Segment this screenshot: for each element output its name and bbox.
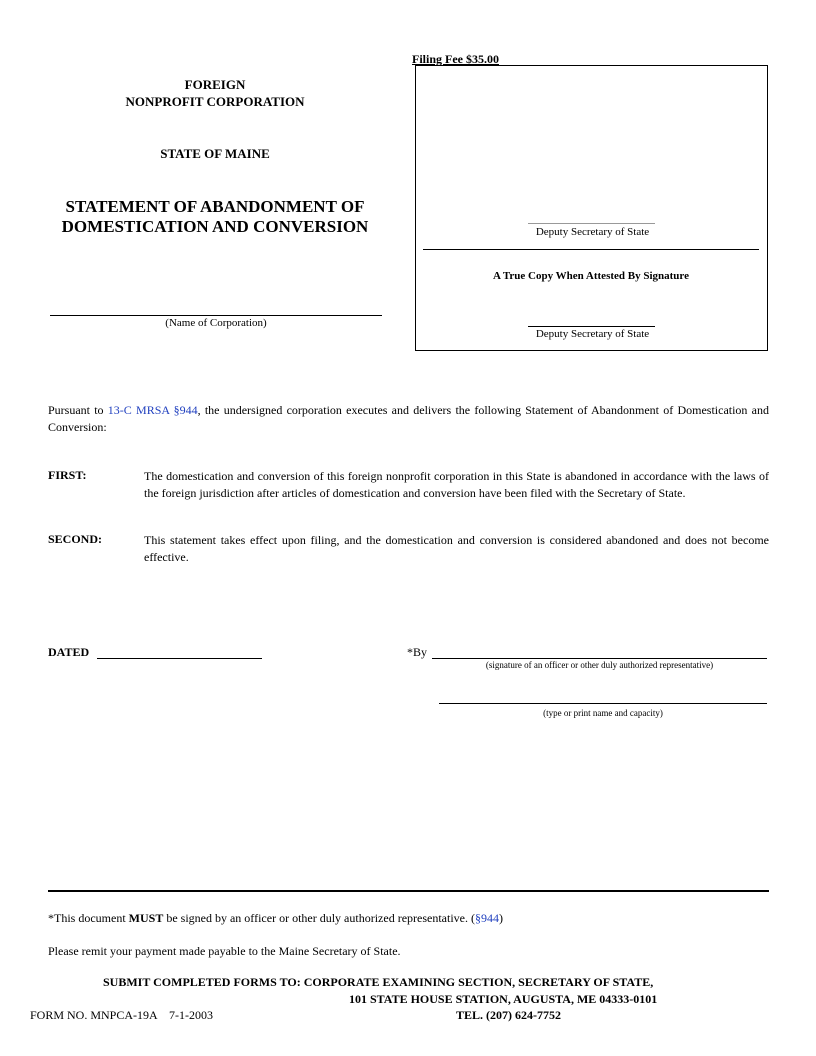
deputy-label-2: Deputy Secretary of State bbox=[535, 328, 650, 340]
date-field[interactable] bbox=[97, 658, 262, 659]
page-title bbox=[40, 197, 390, 237]
filing-stamp-box bbox=[415, 65, 768, 351]
state-heading: STATE OF MAINE bbox=[160, 146, 270, 161]
statute-link[interactable]: 13-C MRSA §944 bbox=[107, 403, 198, 417]
header-line-2: NONPROFIT CORPORATION bbox=[125, 94, 305, 109]
title-line-1: STATEMENT OF ABANDONMENT OF bbox=[65, 197, 365, 216]
note-statute-link[interactable]: §944 bbox=[475, 911, 499, 925]
submit-line-1: SUBMIT COMPLETED FORMS TO: CORPORATE EXAMINING SECTION, SECRETARY OF STATE, bbox=[103, 975, 654, 989]
signature-field[interactable] bbox=[432, 658, 767, 659]
second-label: SECOND: bbox=[48, 532, 103, 546]
submit-line-2: 101 STATE HOUSE STATION, AUGUSTA, ME 04333-0101 bbox=[349, 992, 658, 1006]
footer-divider bbox=[48, 890, 769, 892]
first-label: FIRST: bbox=[48, 468, 87, 482]
header-line-1: FOREIGN bbox=[184, 77, 246, 92]
intro-text-before: Pursuant to bbox=[48, 403, 108, 417]
note-close: ) bbox=[499, 911, 503, 925]
note-after: be signed by an officer or other duly authorized representative. ( bbox=[163, 911, 475, 925]
true-copy-label: A True Copy When Attested By Signature bbox=[493, 270, 689, 282]
note-before: *This document bbox=[48, 911, 129, 925]
dated-label: DATED bbox=[48, 645, 90, 659]
form-header bbox=[60, 76, 370, 110]
remit-note: Please remit your payment made payable to the Maine Secretary of State. bbox=[48, 944, 401, 958]
intro-text-after: , the undersigned corporation executes and delivers the following Statement of Abandonment of Domestication and Conversion: bbox=[48, 403, 769, 434]
filing-fee: Filing Fee $35.00 bbox=[412, 52, 499, 66]
deputy-signature-line-2 bbox=[528, 326, 655, 327]
by-label: *By bbox=[407, 645, 428, 659]
box-divider bbox=[423, 249, 759, 250]
note-must: MUST bbox=[128, 911, 164, 925]
name-capacity-field[interactable] bbox=[439, 703, 767, 704]
intro-paragraph bbox=[48, 402, 769, 436]
signature-note bbox=[48, 911, 503, 926]
deputy-label-1: Deputy Secretary of State bbox=[535, 226, 650, 238]
corporation-name-caption: (Name of Corporation) bbox=[165, 317, 267, 329]
title-line-2: DOMESTICATION AND CONVERSION bbox=[61, 217, 369, 236]
telephone: TEL. (207) 624-7752 bbox=[456, 1008, 561, 1022]
corporation-name-field[interactable] bbox=[50, 315, 382, 316]
name-capacity-caption: (type or print name and capacity) bbox=[543, 708, 663, 718]
form-number: FORM NO. MNPCA-19A 7-1-2003 bbox=[30, 1008, 214, 1022]
signature-caption: (signature of an officer or other duly authorized representative) bbox=[485, 660, 714, 670]
deputy-signature-line-1 bbox=[528, 223, 655, 224]
first-text: The domestication and conversion of this foreign nonprofit corporation in this State is abandoned in accordance with the laws of the foreign jurisdiction after articles of domestication and conversion have been filed with the Secretary of State. bbox=[144, 469, 769, 500]
second-text: This statement takes effect upon filing, and the domestication and conversion is considered abandoned and does not become effective. bbox=[144, 533, 769, 564]
